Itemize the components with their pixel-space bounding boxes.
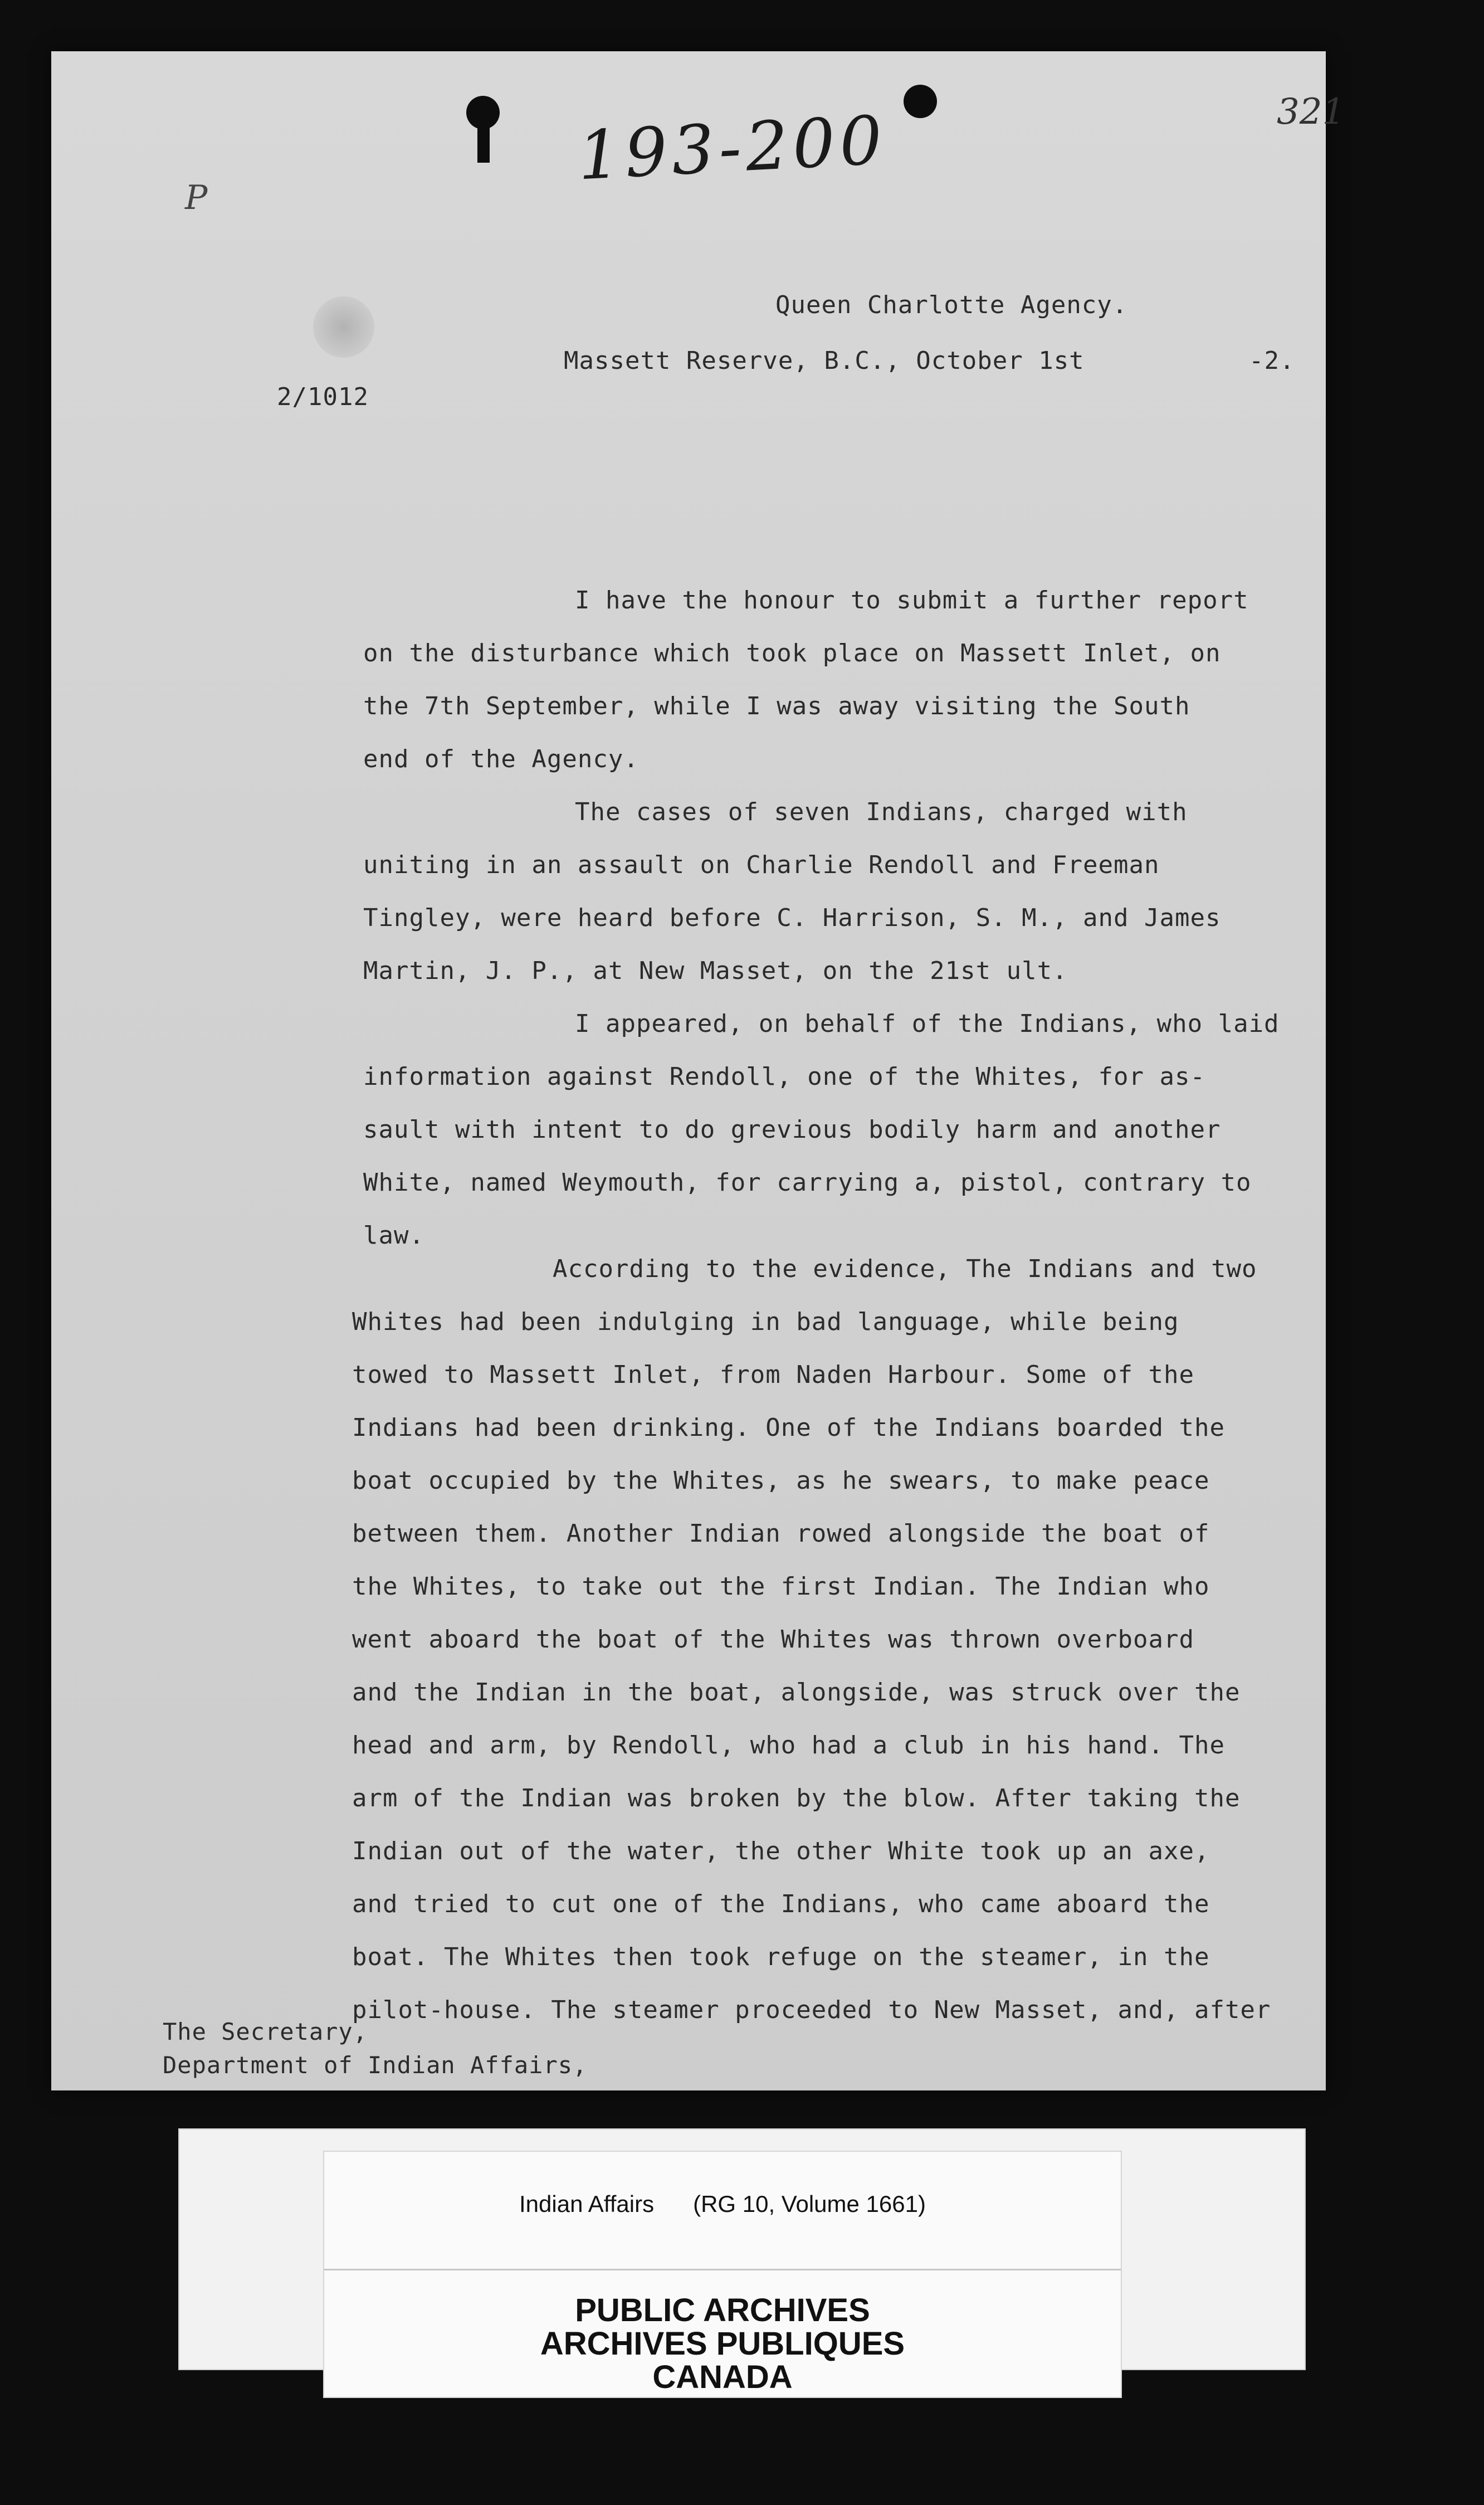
body-line: information against Rendoll, one of the Whites, for as- [363,1063,1205,1091]
body-line: White, named Weymouth, for carrying a, pistol, contrary to [363,1168,1252,1197]
reference-number: 2/1012 [277,383,369,411]
letter-page [51,51,1345,2090]
body-line: and the Indian in the boat, alongside, was struck over the [352,1678,1241,1707]
body-line: boat. The Whites then took refuge on the steamer, in the [352,1943,1210,1971]
archive-name-en: PUBLIC ARCHIVES [575,2292,870,2328]
binder-hole-right [904,85,937,118]
body-line: I appeared, on behalf of the Indians, who laid [575,1010,1280,1038]
body-line: uniting in an assault on Charlie Rendoll and Freeman [363,851,1160,879]
agency-heading: Queen Charlotte Agency. [775,291,1128,319]
archive-series-reference: Indian Affairs (RG 10, Volume 1661) [519,2191,926,2217]
body-line: Martin, J. P., at New Masset, on the 21st ult. [363,957,1068,985]
body-line: arm of the Indian was broken by the blow. After taking the [352,1784,1241,1812]
binder-hole-left [466,96,500,129]
ink-smudge [313,296,374,358]
body-line: Indians had been drinking. One of the Indians boarded the [352,1414,1225,1442]
body-line: towed to Massett Inlet, from Naden Harbour. Some of the [352,1361,1194,1389]
body-line: law. [363,1221,424,1250]
body-line: sault with intent to do grevious bodily harm and another [363,1115,1221,1144]
handwritten-corner-mark: P [185,178,208,217]
archive-country: CANADA [652,2359,793,2395]
body-line: and tried to cut one of the Indians, who came aboard the [352,1890,1210,1918]
body-line: Tingley, were heard before C. Harrison, S. M., and James [363,904,1221,932]
body-line: Whites had been indulging in bad language, while being [352,1308,1179,1336]
body-line: end of the Agency. [363,745,639,773]
handwritten-page-number: 321 [1277,91,1345,133]
archive-name-fr: ARCHIVES PUBLIQUES [540,2326,905,2362]
body-line: went aboard the boat of the Whites was thrown overboard [352,1625,1194,1654]
body-line: pilot-house. The steamer proceeded to New Masset, and, after [352,1996,1271,2024]
body-line: on the disturbance which took place on Massett Inlet, on [363,639,1221,667]
dateline-year: -2. [1249,347,1295,375]
dateline: Massett Reserve, B.C., October 1st [564,347,1085,375]
addressee-line-1: The Secretary, [163,2018,368,2045]
handwritten-file-number: 193-200 [575,101,889,196]
body-line: boat occupied by the Whites, as he swears, to make peace [352,1466,1210,1495]
addressee-line-2: Department of Indian Affairs, [163,2051,588,2079]
body-line: I have the honour to submit a further report [575,586,1249,615]
body-line: According to the evidence, The Indians and two [553,1255,1257,1283]
body-line: the 7th September, while I was away visiting the South [363,692,1190,720]
body-line: between them. Another Indian rowed alongside the boat of [352,1519,1210,1548]
label-divider [324,2269,1121,2270]
archive-label [323,2151,1122,2398]
body-line: Indian out of the water, the other White took up an axe, [352,1837,1210,1865]
body-line: The cases of seven Indians, charged with [575,798,1188,826]
body-line: the Whites, to take out the first Indian. The Indian who [352,1572,1210,1601]
body-line: head and arm, by Rendoll, who had a club in his hand. The [352,1731,1225,1760]
